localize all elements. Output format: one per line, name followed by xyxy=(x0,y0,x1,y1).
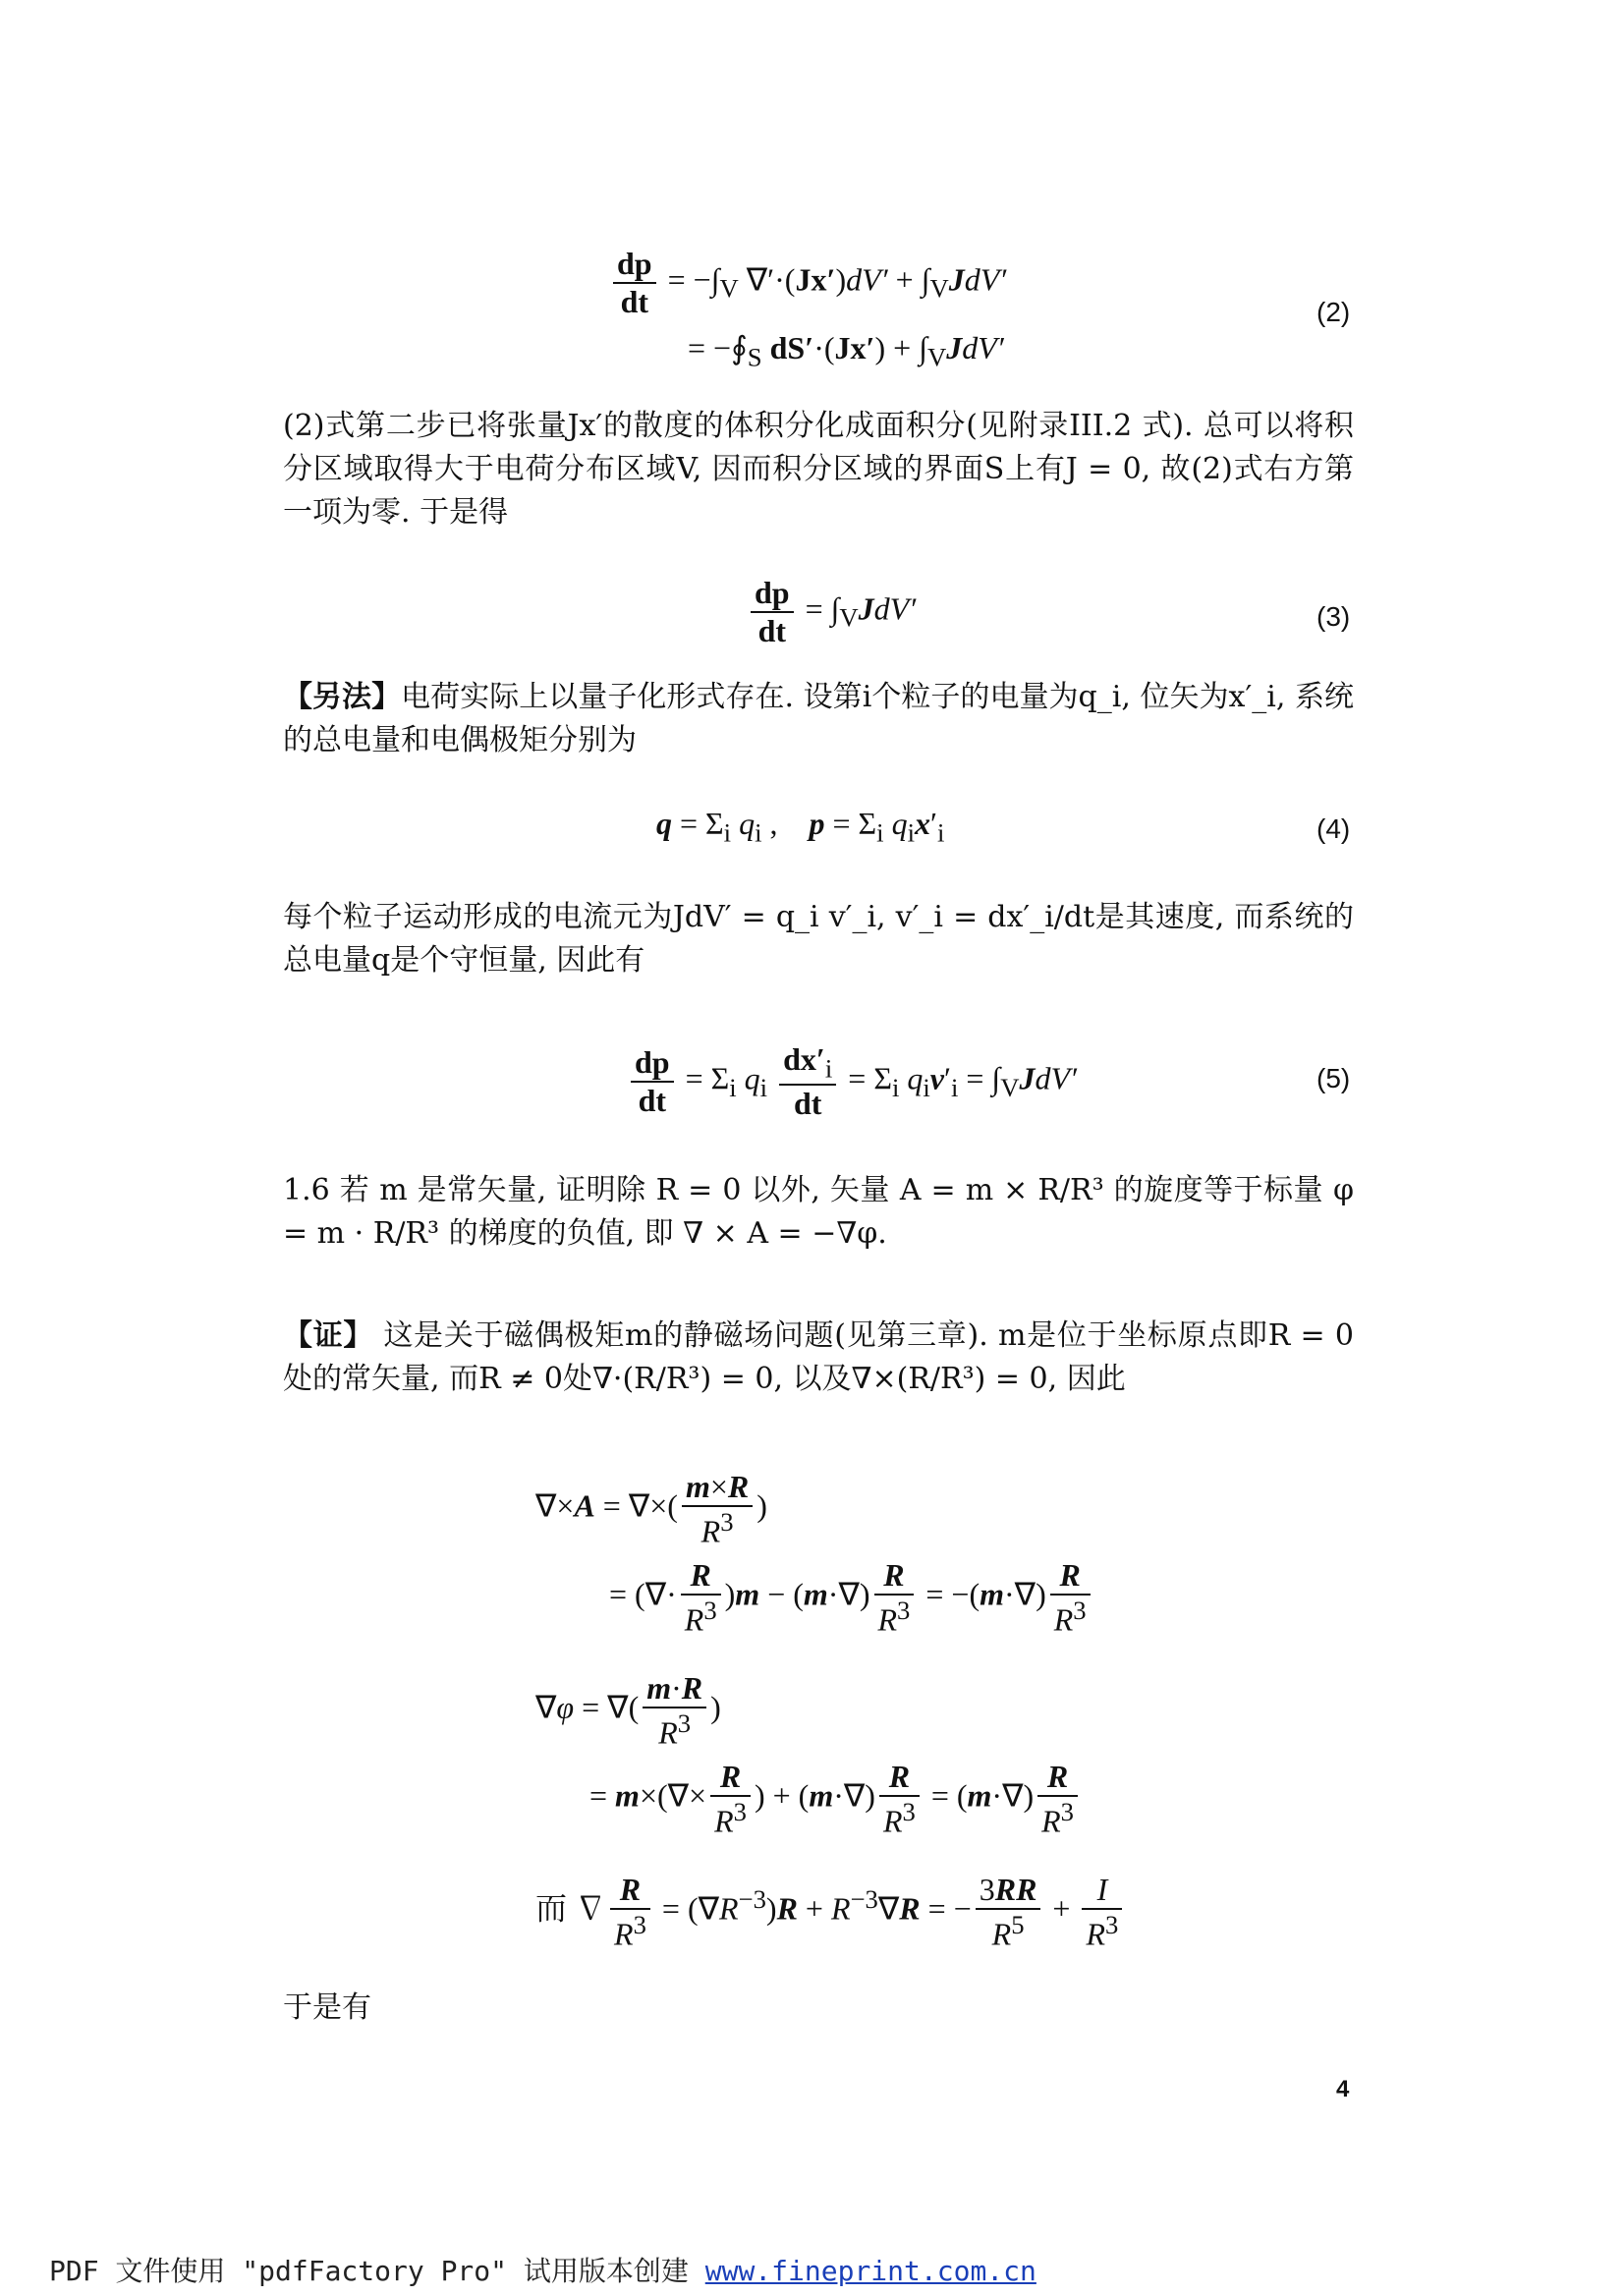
equation-4: $q = \Sigma_i$ $q_i$ , $p = \Sigma_i$ $q_ix'_i$ xyxy=(656,806,945,848)
equation-3-number: (3) xyxy=(1316,601,1351,632)
footer-link[interactable]: www.fineprint.com.cn xyxy=(704,2255,1036,2287)
problem-1-6: 1.6 若 m 是常矢量, 证明除 R = 0 以外, 矢量 A = m × R/R³ 的旋度等于标量 φ = m · R/R³ 的梯度的负值, 即 ∇ × A = −∇φ. xyxy=(283,1173,1354,1251)
paragraph-proof xyxy=(283,1315,1354,1401)
grad-phi-line-2: = m×(∇× $\frac{R}{R^3}$ ) + (m·∇) $\frac{R}{R^3}$ = (m·∇) $\frac{R}{R^3}$ xyxy=(589,1759,1082,1840)
equation-4-number: (4) xyxy=(1316,813,1351,844)
paragraph-1: (2)式第二步已将张量Jx′的散度的体积分化成面积分(见附录III.2 式). 总可以将积分区域取得大于电荷分布区域V, 因而积分区域的界面S上有J = 0, 故(2)式右方第一项为零. 于是得 xyxy=(283,409,1354,530)
alternate-method-label: 【另法】 xyxy=(283,680,402,714)
gradient-identity: 而 ∇ $\frac{R}{R^3}$ = $(\nabla R^{-3})R + R^{-3}\nabla R$ = − $\frac{3RR}{R^5}$ + $\frac{I}{R^3}$ xyxy=(535,1872,1126,1953)
equation-2-line-2: = $-∮_S$ $dS'\cdot(Jx') + \int_VJdV'$ xyxy=(688,330,1004,372)
curl-a-line-2: = (∇· $\frac{R}{R^3}$ )m − (m·∇) $\frac{R}{R^3}$ = −(m·∇) $\frac{R}{R^3}$ xyxy=(609,1557,1094,1639)
paragraph-2-text: 电荷实际上以量子化形式存在. 设第i个粒子的电量为q_i, 位矢为x′_i, 系统的总电量和电偶极矩分别为 xyxy=(283,680,1354,757)
paragraph-2 xyxy=(283,676,1354,762)
pdf-footer xyxy=(49,2250,1036,2289)
footer-text: PDF 文件使用 "pdfFactory Pro" 试用版本创建 xyxy=(49,2255,705,2287)
equation-3: $\frac{dp}{dt}$ = $\int_VJdV'$ xyxy=(747,575,916,649)
paragraph-6: 于是有 xyxy=(283,1990,371,2025)
page-number: 4 xyxy=(1336,2076,1350,2102)
equation-5-number: (5) xyxy=(1316,1063,1351,1093)
paragraph-3: 每个粒子运动形成的电流元为JdV′ = q_i v′_i, v′_i = dx′_i/dt是其速度, 而系统的总电量q是个守恒量, 因此有 xyxy=(283,900,1354,978)
proof-label: 【证】 xyxy=(283,1318,374,1353)
curl-a-line-1: ∇×A = ∇×( $\frac{m\times R}{R^3}$ ) xyxy=(535,1469,767,1549)
proof-text: 这是关于磁偶极矩m的静磁场问题(见第三章). m是位于坐标原点即R = 0处的常矢量, 而R ≠ 0处∇·(R/R³) = 0, 以及∇×(R/R³) = 0, 因此 xyxy=(283,1318,1355,1396)
equation-5: $\frac{dp}{dt}$ = $\Sigma_i$ $q_i$ $\frac{dx'_i}{dt}$ = $\Sigma_i$ $q_iv'_i = \int_VJdV'$ xyxy=(627,1041,1077,1122)
equation-2-number: (2) xyxy=(1316,297,1351,327)
grad-phi-line-1: ∇φ = ∇( $\frac{m\cdot R}{R^3}$ ) xyxy=(535,1670,721,1751)
equation-2-line-1: $\frac{dp}{dt}$ = $-\int_V$ $\nabla'\cdot(Jx')dV' + \int_VJdV'$ xyxy=(609,246,1006,320)
